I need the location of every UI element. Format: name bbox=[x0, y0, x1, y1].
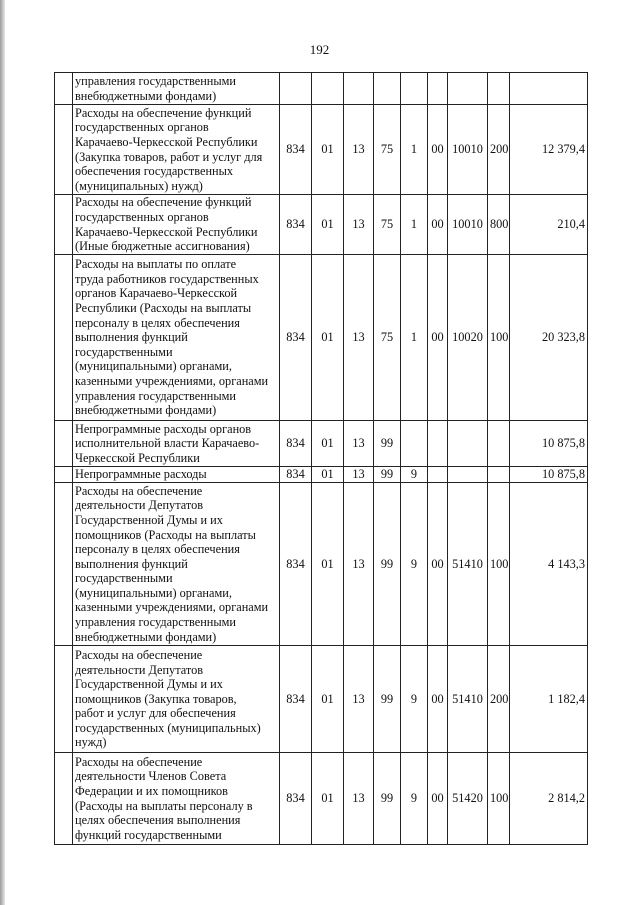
expense-type-cell bbox=[488, 73, 510, 105]
subprogram-code-cell bbox=[401, 73, 428, 105]
amount-cell: 20 323,8 bbox=[510, 255, 588, 421]
ministry-code-cell: 834 bbox=[280, 483, 312, 646]
subprogram-code-cell: 9 bbox=[401, 753, 428, 845]
amount-cell: 210,4 bbox=[510, 195, 588, 255]
subsection-code-cell bbox=[344, 73, 374, 105]
event-code-cell: 00 bbox=[428, 105, 448, 195]
section-code-cell: 01 bbox=[312, 195, 344, 255]
section-code-cell bbox=[312, 73, 344, 105]
row-stub-cell bbox=[55, 646, 73, 753]
table-row bbox=[55, 105, 588, 195]
subsection-code-cell: 13 bbox=[344, 483, 374, 646]
description-cell: Расходы на обеспечение функций государственных органов Карачаево-Черкесской Республики (Иные бюджетные ассигнования) bbox=[73, 195, 280, 255]
description-cell: Расходы на обеспечение деятельности Членов Совета Федерации и их помощников (Расходы на выплаты персоналу в целях обеспечения выполнения функций государственными bbox=[73, 753, 280, 845]
expense-type-cell: 800 bbox=[488, 195, 510, 255]
amount-cell: 1 182,4 bbox=[510, 646, 588, 753]
program-code-cell: 75 bbox=[374, 105, 401, 195]
subprogram-code-cell: 1 bbox=[401, 195, 428, 255]
description-cell: Расходы на обеспечение деятельности Депутатов Государственной Думы и их помощников (Закупка товаров, работ и услуг для обеспечения государственных (муниципальных) нужд) bbox=[73, 646, 280, 753]
program-code-cell: 99 bbox=[374, 483, 401, 646]
subprogram-code-cell: 9 bbox=[401, 483, 428, 646]
scan-edge-shadow bbox=[0, 0, 5, 905]
direction-code-cell: 51410 bbox=[448, 483, 488, 646]
row-stub-cell bbox=[55, 421, 73, 467]
amount-cell: 10 875,8 bbox=[510, 421, 588, 467]
table-row bbox=[55, 483, 588, 646]
program-code-cell: 75 bbox=[374, 195, 401, 255]
ministry-code-cell bbox=[280, 73, 312, 105]
direction-code-cell bbox=[448, 467, 488, 483]
amount-cell: 4 143,3 bbox=[510, 483, 588, 646]
table-row bbox=[55, 73, 588, 105]
event-code-cell: 00 bbox=[428, 646, 448, 753]
subsection-code-cell: 13 bbox=[344, 467, 374, 483]
amount-cell bbox=[510, 73, 588, 105]
ministry-code-cell: 834 bbox=[280, 105, 312, 195]
program-code-cell bbox=[374, 73, 401, 105]
amount-cell: 2 814,2 bbox=[510, 753, 588, 845]
subprogram-code-cell bbox=[401, 421, 428, 467]
section-code-cell: 01 bbox=[312, 646, 344, 753]
subsection-code-cell: 13 bbox=[344, 753, 374, 845]
program-code-cell: 99 bbox=[374, 646, 401, 753]
event-code-cell bbox=[428, 467, 448, 483]
row-stub-cell bbox=[55, 73, 73, 105]
row-stub-cell bbox=[55, 753, 73, 845]
expense-type-cell bbox=[488, 467, 510, 483]
event-code-cell: 00 bbox=[428, 255, 448, 421]
description-cell: управления государственными внебюджетными фондами) bbox=[73, 73, 280, 105]
subsection-code-cell: 13 bbox=[344, 255, 374, 421]
ministry-code-cell: 834 bbox=[280, 421, 312, 467]
program-code-cell: 99 bbox=[374, 753, 401, 845]
direction-code-cell bbox=[448, 421, 488, 467]
table-row bbox=[55, 195, 588, 255]
direction-code-cell: 10020 bbox=[448, 255, 488, 421]
section-code-cell: 01 bbox=[312, 753, 344, 845]
section-code-cell: 01 bbox=[312, 105, 344, 195]
section-code-cell: 01 bbox=[312, 421, 344, 467]
event-code-cell bbox=[428, 73, 448, 105]
table-row bbox=[55, 421, 588, 467]
section-code-cell: 01 bbox=[312, 255, 344, 421]
direction-code-cell: 51420 bbox=[448, 753, 488, 845]
section-code-cell: 01 bbox=[312, 483, 344, 646]
table-row bbox=[55, 753, 588, 845]
description-cell: Непрограммные расходы bbox=[73, 467, 280, 483]
page-number: 192 bbox=[309, 42, 330, 57]
ministry-code-cell: 834 bbox=[280, 255, 312, 421]
table-row bbox=[55, 467, 588, 483]
direction-code-cell bbox=[448, 73, 488, 105]
subsection-code-cell: 13 bbox=[344, 195, 374, 255]
event-code-cell bbox=[428, 421, 448, 467]
budget-table-body bbox=[55, 73, 588, 845]
subprogram-code-cell: 9 bbox=[401, 646, 428, 753]
subsection-code-cell: 13 bbox=[344, 646, 374, 753]
program-code-cell: 99 bbox=[374, 421, 401, 467]
expense-type-cell: 200 bbox=[488, 105, 510, 195]
section-code-cell: 01 bbox=[312, 467, 344, 483]
expense-type-cell bbox=[488, 421, 510, 467]
program-code-cell: 75 bbox=[374, 255, 401, 421]
event-code-cell: 00 bbox=[428, 195, 448, 255]
expense-type-cell: 100 bbox=[488, 255, 510, 421]
program-code-cell: 99 bbox=[374, 467, 401, 483]
subprogram-code-cell: 1 bbox=[401, 255, 428, 421]
subsection-code-cell: 13 bbox=[344, 105, 374, 195]
row-stub-cell bbox=[55, 467, 73, 483]
ministry-code-cell: 834 bbox=[280, 753, 312, 845]
ministry-code-cell: 834 bbox=[280, 195, 312, 255]
amount-cell: 10 875,8 bbox=[510, 467, 588, 483]
direction-code-cell: 10010 bbox=[448, 195, 488, 255]
table-row bbox=[55, 255, 588, 421]
subprogram-code-cell: 9 bbox=[401, 467, 428, 483]
direction-code-cell: 51410 bbox=[448, 646, 488, 753]
event-code-cell: 00 bbox=[428, 483, 448, 646]
description-cell: Расходы на обеспечение деятельности Депутатов Государственной Думы и их помощников (Расходы на выплаты персоналу в целях обеспечения выполнения функций государственными (муниципальными) органами, казенными учреждениями, органами управления государственными внебюджетными фондами) bbox=[73, 483, 280, 646]
event-code-cell: 00 bbox=[428, 753, 448, 845]
row-stub-cell bbox=[55, 483, 73, 646]
expense-type-cell: 100 bbox=[488, 753, 510, 845]
expense-type-cell: 200 bbox=[488, 646, 510, 753]
expense-type-cell: 100 bbox=[488, 483, 510, 646]
description-cell: Расходы на выплаты по оплате труда работников государственных органов Карачаево-Черкесской Республики (Расходы на выплаты персоналу в целях обеспечения выполнения функций государственными (муниципальными) органами, казенными учреждениями, органами управления государственными внебюджетными фондами) bbox=[73, 255, 280, 421]
row-stub-cell bbox=[55, 195, 73, 255]
direction-code-cell: 10010 bbox=[448, 105, 488, 195]
ministry-code-cell: 834 bbox=[280, 646, 312, 753]
row-stub-cell bbox=[55, 105, 73, 195]
description-cell: Непрограммные расходы органов исполнительной власти Карачаево- Черкесской Республики bbox=[73, 421, 280, 467]
subsection-code-cell: 13 bbox=[344, 421, 374, 467]
table-row bbox=[55, 646, 588, 753]
amount-cell: 12 379,4 bbox=[510, 105, 588, 195]
budget-table bbox=[54, 72, 588, 845]
description-cell: Расходы на обеспечение функций государственных органов Карачаево-Черкесской Республики (Закупка товаров, работ и услуг для обеспечения государственных (муниципальных) нужд) bbox=[73, 105, 280, 195]
row-stub-cell bbox=[55, 255, 73, 421]
ministry-code-cell: 834 bbox=[280, 467, 312, 483]
subprogram-code-cell: 1 bbox=[401, 105, 428, 195]
